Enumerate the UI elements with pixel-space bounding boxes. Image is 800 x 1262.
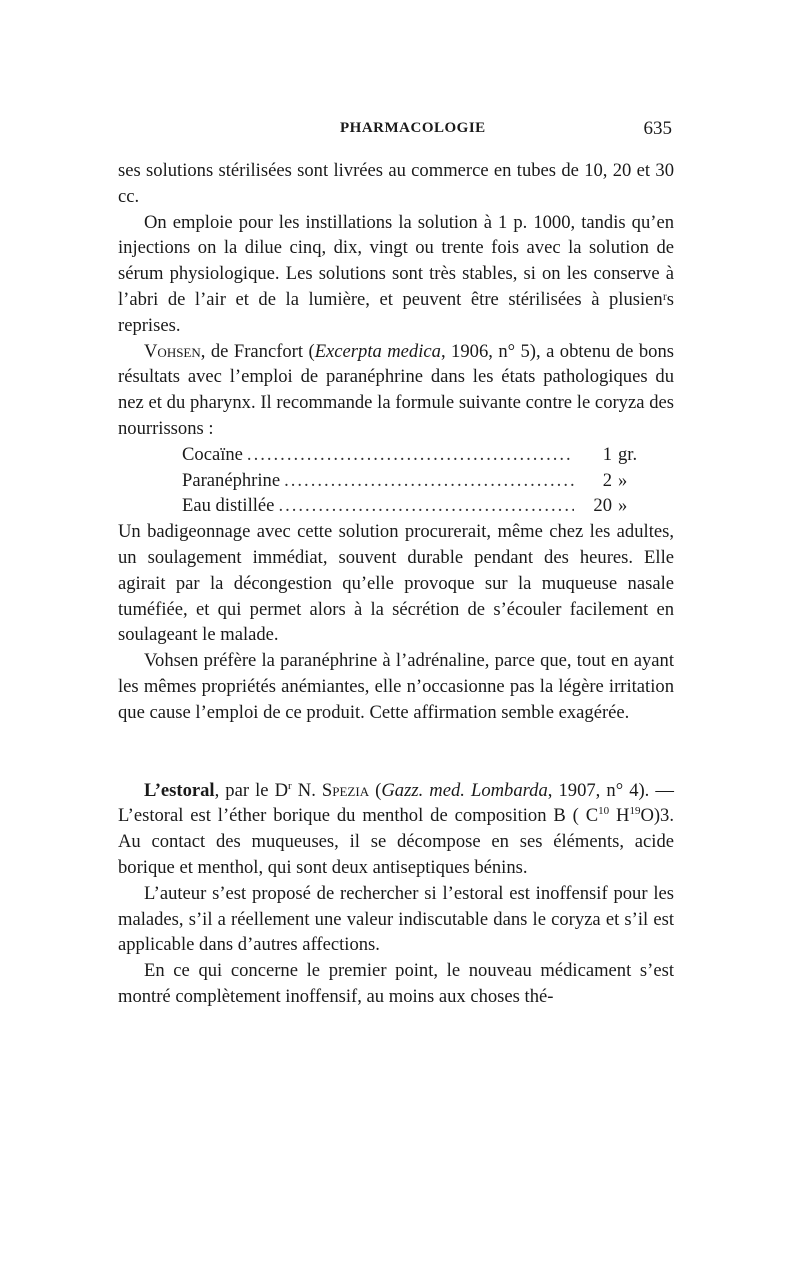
paragraph-estoral	[118, 778, 674, 881]
author-name: N. Spezia	[297, 779, 370, 801]
formula-superscript: 10	[598, 805, 610, 818]
recipe-list	[118, 442, 674, 519]
ingredient-name: Eau distillée	[182, 495, 275, 517]
section-gap	[118, 726, 674, 778]
paragraph-vohsen-prefere: Vohsen préfère la paranéphrine à l’adrénaline, parce que, tout en ayant les mêmes propriétés anémiantes, elle n’occasionne pas la légère irritation que cause l’emploi de ce produit. Cette affirmation semble exagérée.	[118, 650, 674, 723]
ingredient-quantity: 1	[602, 443, 612, 465]
running-title: PHARMACOLOGIE	[340, 120, 486, 136]
ingredient-name: Paranéphrine	[182, 469, 281, 491]
text-fragment: O)3. Au contact des muqueuses, il se décompose en ses éléments, acide borique et menthol, qui sont deux antiseptiques bénins.	[118, 805, 675, 878]
page-header	[118, 118, 672, 146]
author-name: Vohsen	[144, 340, 201, 362]
paragraph-continuation: ses solutions stérilisées sont livrées au commerce en tubes de 10, 20 et 30 cc.	[118, 160, 674, 207]
journal-title: Gazz. med. Lombarda	[381, 779, 548, 801]
article-title: L’estoral	[144, 779, 215, 801]
text-fragment: , par le D	[214, 779, 289, 801]
ingredient-quantity: 20	[593, 495, 612, 517]
dot-leader	[247, 442, 574, 468]
page-number: 635	[643, 118, 672, 139]
text-fragment: H	[609, 805, 630, 827]
paragraph-instillations: On emploie pour les instillations la solution à 1 p. 1000, tandis qu’en injections on la dilue cinq, dix, vingt ou trente fois avec la solution de sérum physiologique. Les solutions sont très stables, si on les conserve à l’abri de l’air et de la lumière, et peuvent être stérilisées à plusienʳs reprises.	[118, 211, 674, 336]
paragraph-vohsen	[118, 339, 674, 442]
journal-title: Excerpta medica	[314, 340, 441, 362]
paragraph-auteur: L’auteur s’est proposé de rechercher si l’estoral est inoffensif pour les malades, s’il a réellement une valeur indiscutable dans le coryza et s’il est applicable dans d’autres affections.	[118, 882, 674, 956]
ingredient-quantity: 2	[602, 469, 612, 491]
formula-superscript: 19	[629, 805, 641, 818]
dot-leader	[278, 493, 574, 519]
text-fragment: (	[369, 779, 382, 801]
text-fragment: , de Francfort (	[200, 340, 315, 362]
recipe-row-paranephrine	[182, 468, 664, 494]
superscript: r	[288, 779, 292, 792]
ingredient-unit: »	[618, 495, 628, 517]
body-text	[118, 158, 674, 1010]
recipe-row-cocaine	[182, 442, 664, 468]
paragraph-badigeonnage: Un badigeonnage avec cette solution procurerait, même chez les adultes, un soulagement immédiat, souvent durable pendant des heures. Elle agirait par la décongestion qu’elle provoque sur la muqueuse nasale tuméfiée, et qui permet alors à la sécrétion de s’écouler facilement en soulageant le malade.	[118, 521, 674, 646]
ingredient-unit: gr.	[618, 443, 638, 465]
text-fragment: , 1907, n° 4). — L’estoral est l’éther borique du menthol de composition B ( C	[118, 779, 674, 827]
recipe-row-eau-distillee	[182, 493, 664, 519]
dot-leader	[284, 468, 574, 494]
paragraph-premier-point: En ce qui concerne le premier point, le nouveau médicament s’est montré complètement inoffensif, au moins aux choses thé-	[118, 960, 674, 1007]
ingredient-unit: »	[618, 469, 628, 491]
ingredient-name: Cocaïne	[182, 443, 243, 465]
text-fragment: , 1906, n° 5), a obtenu de bons résultats avec l’emploi de paranéphrine dans les états pathologiques du nez et du pharynx. Il recommande la formule suivante contre le coryza des nourrissons :	[118, 340, 674, 439]
